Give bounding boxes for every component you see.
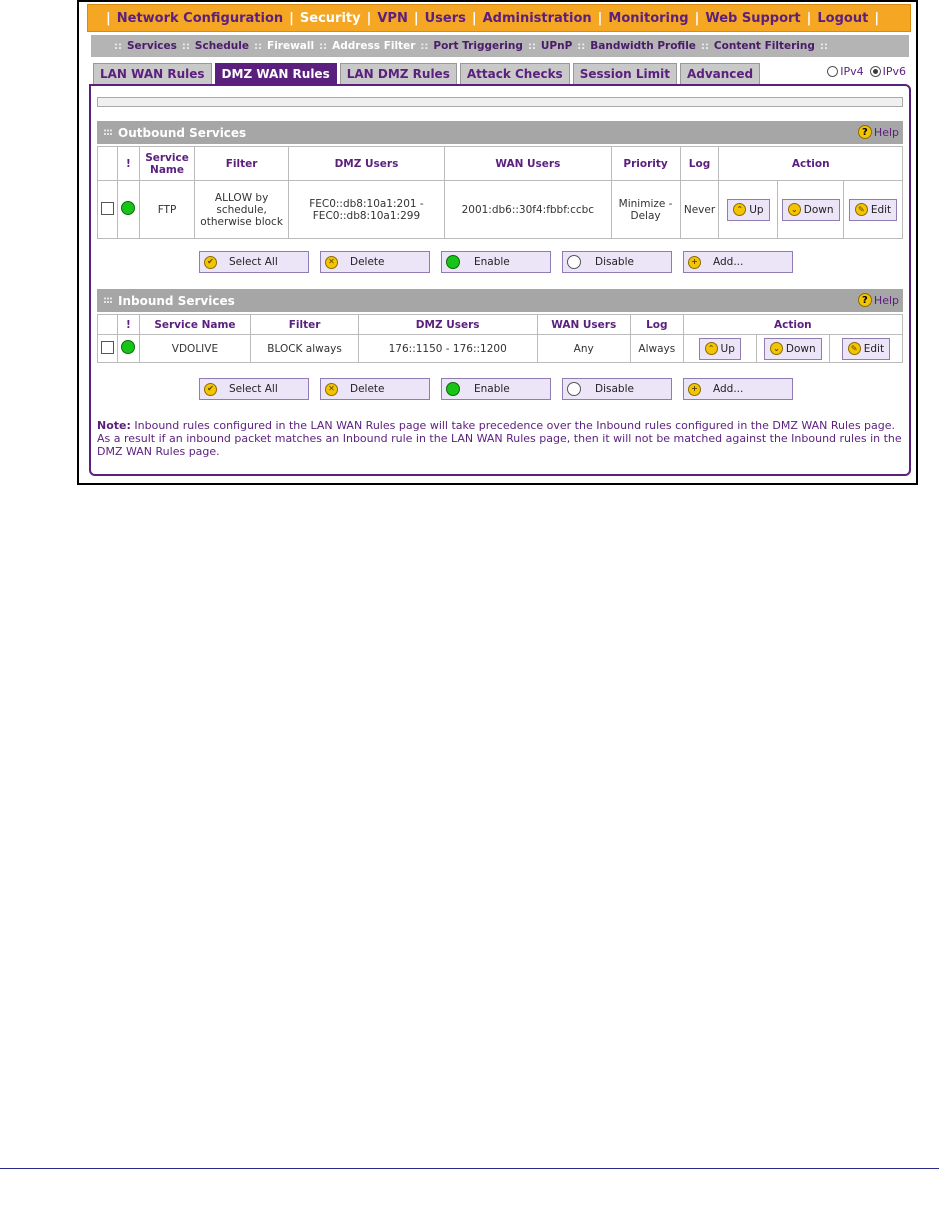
enable-label: Enable xyxy=(474,256,510,268)
pencil-icon: ✎ xyxy=(848,342,861,355)
up-button[interactable] xyxy=(699,338,741,360)
enable-icon xyxy=(446,382,460,396)
col-priority: Priority xyxy=(611,147,680,181)
dmz-users-cell: FEC0::db8:10a1:201 - FEC0::db8:10a1:299 xyxy=(288,181,444,239)
select-all-label: Select All xyxy=(229,256,278,268)
arrow-down-icon: ⌄ xyxy=(788,203,801,216)
ip-version-toggle xyxy=(821,65,906,78)
submenu-port-triggering[interactable]: Port Triggering xyxy=(433,40,523,52)
table-header-row xyxy=(98,315,903,335)
col-select xyxy=(98,315,118,335)
priority-cell: Minimize - Delay xyxy=(611,181,680,239)
down-label: Down xyxy=(785,342,816,355)
status-enabled-icon xyxy=(121,340,135,354)
up-label: Up xyxy=(720,342,735,355)
outbound-add-button[interactable] xyxy=(683,251,793,273)
outbound-help-link[interactable] xyxy=(858,125,899,139)
submenu-address-filter[interactable]: Address Filter xyxy=(332,40,416,52)
dmz-users-cell: 176::1150 - 176::1200 xyxy=(358,335,537,363)
menu-separator: | xyxy=(289,10,294,26)
disable-label: Disable xyxy=(595,256,634,268)
delete-icon: ✕ xyxy=(325,383,338,396)
menu-separator: | xyxy=(806,10,812,26)
outbound-disable-button[interactable] xyxy=(562,251,672,273)
menu-separator: | xyxy=(694,10,700,26)
outbound-enable-button[interactable] xyxy=(441,251,551,273)
col-filter: Filter xyxy=(251,315,359,335)
col-select xyxy=(98,147,118,181)
precedence-note xyxy=(97,419,903,458)
tab-advanced[interactable]: Advanced xyxy=(680,63,760,84)
grip-icon: ::: xyxy=(103,295,112,306)
edit-button[interactable] xyxy=(842,338,890,360)
help-label: Help xyxy=(873,293,899,307)
select-all-label: Select All xyxy=(229,383,278,395)
tab-bar xyxy=(93,63,763,84)
ipv6-label: IPv6 xyxy=(882,65,906,78)
submenu-firewall[interactable]: Firewall xyxy=(267,40,315,52)
submenu-separator: :: xyxy=(319,40,328,52)
add-label: Add... xyxy=(713,256,744,268)
arrow-down-icon: ⌄ xyxy=(770,342,783,355)
help-icon: ? xyxy=(858,293,872,307)
service-name-cell: FTP xyxy=(139,181,195,239)
submenu-separator: :: xyxy=(181,40,190,52)
inbound-help-link[interactable] xyxy=(858,293,899,307)
table-header-row xyxy=(98,147,903,181)
edit-cell xyxy=(829,335,902,363)
row-select-cell xyxy=(98,335,118,363)
col-log: Log xyxy=(630,315,683,335)
down-cell xyxy=(756,335,829,363)
arrow-up-icon: ⌃ xyxy=(705,342,718,355)
sub-menu xyxy=(91,35,909,57)
edit-label: Edit xyxy=(863,342,885,355)
table-row xyxy=(98,181,903,239)
col-wan-users: WAN Users xyxy=(537,315,630,335)
col-filter: Filter xyxy=(195,147,288,181)
router-admin-window xyxy=(77,0,918,485)
up-cell xyxy=(719,181,778,239)
top-menu xyxy=(87,4,911,32)
menu-vpn[interactable]: VPN xyxy=(377,10,408,26)
submenu-bandwidth-profile[interactable]: Bandwidth Profile xyxy=(590,40,696,52)
disable-icon xyxy=(567,382,581,396)
filter-cell: ALLOW by schedule, otherwise block xyxy=(195,181,288,239)
disable-label: Disable xyxy=(595,383,634,395)
submenu-upnp[interactable]: UPnP xyxy=(540,40,573,52)
submenu-separator: :: xyxy=(114,40,122,52)
help-icon: ? xyxy=(858,125,872,139)
down-button[interactable] xyxy=(764,338,822,360)
outbound-select-all-button[interactable] xyxy=(199,251,309,273)
status-enabled-icon xyxy=(121,201,135,215)
col-flag: ! xyxy=(118,315,139,335)
up-cell xyxy=(683,335,756,363)
tab-lan-wan-rules[interactable]: LAN WAN Rules xyxy=(93,63,212,84)
menu-network-configuration[interactable]: Network Configuration xyxy=(116,10,284,26)
submenu-separator: :: xyxy=(420,40,429,52)
delete-label: Delete xyxy=(350,383,385,395)
col-log: Log xyxy=(680,147,719,181)
row-checkbox[interactable] xyxy=(101,202,114,215)
submenu-separator: :: xyxy=(254,40,263,52)
ipv4-label: IPv4 xyxy=(840,65,864,78)
inbound-services-header xyxy=(97,289,903,312)
up-label: Up xyxy=(749,203,764,216)
note-text: Inbound rules configured in the LAN WAN Rules page will take precedence over the Inbound rules configured in the DMZ WAN Rules page. As a result if an inbound packet matches an Inbound rule in the LAN WAN Rules page, then it will not be matched against the Inbound rules in the DMZ WAN Rules page. xyxy=(97,419,902,458)
tab-attack-checks[interactable]: Attack Checks xyxy=(460,63,570,84)
menu-security[interactable]: Security xyxy=(299,10,361,26)
check-icon: ✔ xyxy=(204,383,217,396)
inbound-enable-button[interactable] xyxy=(441,378,551,400)
inbound-disable-button[interactable] xyxy=(562,378,672,400)
submenu-separator: :: xyxy=(527,40,536,52)
ipv6-radio[interactable] xyxy=(870,66,881,77)
submenu-separator: :: xyxy=(700,40,709,52)
status-bar xyxy=(97,97,903,107)
note-label: Note: xyxy=(97,419,131,432)
filter-cell: BLOCK always xyxy=(251,335,359,363)
log-cell: Always xyxy=(630,335,683,363)
help-label: Help xyxy=(873,125,899,139)
add-icon: + xyxy=(688,256,701,269)
edit-label: Edit xyxy=(870,203,892,216)
delete-icon: ✕ xyxy=(325,256,338,269)
add-icon: + xyxy=(688,383,701,396)
menu-administration[interactable]: Administration xyxy=(482,10,592,26)
enable-label: Enable xyxy=(474,383,510,395)
menu-monitoring[interactable]: Monitoring xyxy=(608,10,689,26)
menu-logout[interactable]: Logout xyxy=(817,10,869,26)
outbound-services-table xyxy=(97,146,903,239)
menu-separator: | xyxy=(874,10,880,26)
tab-lan-dmz-rules[interactable]: LAN DMZ Rules xyxy=(340,63,457,84)
outbound-delete-button[interactable] xyxy=(320,251,430,273)
submenu-services[interactable]: Services xyxy=(127,40,177,52)
down-cell xyxy=(778,181,844,239)
log-cell: Never xyxy=(680,181,719,239)
delete-label: Delete xyxy=(350,256,385,268)
row-select-cell xyxy=(98,181,118,239)
inbound-select-all-button[interactable] xyxy=(199,378,309,400)
menu-separator: | xyxy=(597,10,603,26)
service-name-cell: VDOLIVE xyxy=(139,335,251,363)
menu-separator: | xyxy=(106,10,111,26)
menu-separator: | xyxy=(366,10,372,26)
inbound-services-title: Inbound Services xyxy=(118,293,235,308)
menu-users[interactable]: Users xyxy=(424,10,466,26)
col-service-name: Service Name xyxy=(139,315,251,335)
outbound-services-header xyxy=(97,121,903,144)
col-dmz-users: DMZ Users xyxy=(358,315,537,335)
add-label: Add... xyxy=(713,383,744,395)
col-flag: ! xyxy=(118,147,139,181)
submenu-schedule[interactable]: Schedule xyxy=(194,40,250,52)
rules-panel xyxy=(89,84,911,476)
status-cell xyxy=(118,181,139,239)
grip-icon: ::: xyxy=(103,127,112,138)
wan-users-cell: Any xyxy=(537,335,630,363)
edit-cell xyxy=(844,181,903,239)
inbound-add-button[interactable] xyxy=(683,378,793,400)
enable-icon xyxy=(446,255,460,269)
arrow-up-icon: ⌃ xyxy=(733,203,746,216)
edit-button[interactable] xyxy=(849,199,897,221)
submenu-separator: :: xyxy=(819,40,828,52)
inbound-services-table xyxy=(97,314,903,363)
menu-web-support[interactable]: Web Support xyxy=(705,10,801,26)
menu-separator: | xyxy=(413,10,419,26)
disable-icon xyxy=(567,255,581,269)
submenu-separator: :: xyxy=(577,40,586,52)
pencil-icon: ✎ xyxy=(855,203,868,216)
menu-separator: | xyxy=(471,10,477,26)
page-footer-rule xyxy=(0,1168,939,1169)
tab-session-limit[interactable]: Session Limit xyxy=(573,63,677,84)
up-button[interactable] xyxy=(727,199,769,221)
ipv4-radio[interactable] xyxy=(827,66,838,77)
col-action: Action xyxy=(719,147,903,181)
down-label: Down xyxy=(803,203,834,216)
row-checkbox[interactable] xyxy=(101,341,114,354)
col-action: Action xyxy=(683,315,902,335)
col-dmz-users: DMZ Users xyxy=(288,147,444,181)
table-row xyxy=(98,335,903,363)
col-wan-users: WAN Users xyxy=(445,147,611,181)
col-service-name: Service Name xyxy=(139,147,195,181)
inbound-delete-button[interactable] xyxy=(320,378,430,400)
status-cell xyxy=(118,335,139,363)
outbound-services-title: Outbound Services xyxy=(118,125,247,140)
tab-dmz-wan-rules[interactable]: DMZ WAN Rules xyxy=(215,63,337,84)
down-button[interactable] xyxy=(782,199,840,221)
submenu-content-filtering[interactable]: Content Filtering xyxy=(713,40,815,52)
check-icon: ✔ xyxy=(204,256,217,269)
wan-users-cell: 2001:db6::30f4:fbbf:ccbc xyxy=(445,181,611,239)
